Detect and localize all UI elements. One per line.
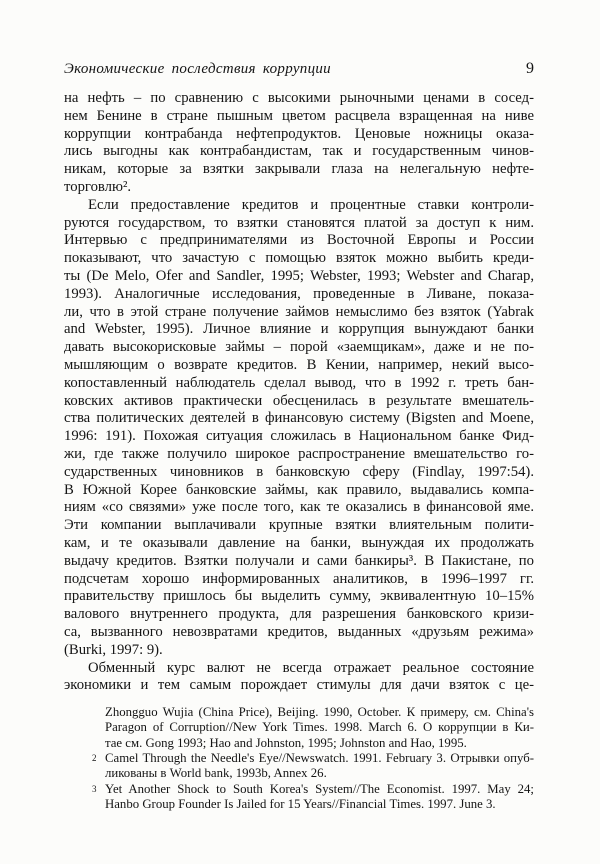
- text-line: сударственных чиновников в банковскую сферу (Findlay, 1997:54).: [64, 463, 534, 480]
- text-line: копоставленный наблюдатель сделал вывод, что в 1992 г. треть бан-: [64, 374, 534, 391]
- text-line: показывают, что зачастую с помощью взяток можно выбить креди-: [64, 250, 534, 267]
- text-line: ты (De Melo, Ofer and Sandler, 1995; Webster, 1993; Webster and Charap,: [64, 267, 534, 284]
- text-line: кам, и те оказывали давление на банки, вынуждая их продолжать: [64, 534, 534, 551]
- text-line: подсчетам хорошо информированных аналитиков, в 1996–1997 гг.: [64, 570, 534, 587]
- footnote-line: ликованы в World bank, 1993b, Annex 26.: [105, 766, 327, 781]
- footnote-line: 2 Camel Through the Needle's Eye//Newswatch. 1991. February 3. Отрывки опуб-: [92, 750, 534, 765]
- text-line: ства политических деятелей в финансовую систему (Bigsten and Moene,: [64, 410, 534, 427]
- running-title: Экономические последствия коррупции: [64, 61, 331, 77]
- text-line: торговлю².: [64, 178, 132, 195]
- footnote-number: 3: [92, 783, 97, 794]
- text-line: коррупции контрабанда нефтепродуктов. Ценовые ножницы оказа-: [64, 125, 534, 142]
- paragraph: [64, 90, 534, 197]
- text-line: 1996: 191). Похожая ситуация сложилась в Национальном банке Фид-: [64, 428, 534, 445]
- footnote-line: Paragon of Corruption//New York Times. 1998. March 6. О коррупции в Ки-: [105, 720, 534, 735]
- footnote: [92, 750, 534, 782]
- text-line: ниям «со связями» уже после того, как те оказались в финансовой яме.: [64, 499, 534, 516]
- footnote: [105, 705, 534, 751]
- text-line: руются государством, то взятки становятся платой за доступ к ним.: [64, 214, 534, 231]
- footnote-line: тае см. Gong 1993; Hao and Johnston, 1995; Johnston and Hao, 1995.: [105, 735, 467, 750]
- text-line: нем Бенине в стране пышным цветом расцвела взращенная на ниве: [64, 107, 534, 124]
- text-line: ли, что в этой стране получение займов немыслимо без взяток (Yabrak: [64, 303, 534, 320]
- paragraph: [64, 197, 534, 660]
- footnote-line: Hanbo Group Founder Is Jailed for 15 Years//Financial Times. 1997. June 3.: [105, 796, 496, 811]
- text-line: Эти компании выплачивали крупные взятки влиятельным полити-: [64, 517, 534, 534]
- footnote: [92, 781, 534, 813]
- text-line: 1993). Аналогичные исследования, проведенные в Ливане, показа-: [64, 285, 534, 302]
- text-line: жи, где также получило широкое распространение вмешательство го-: [64, 445, 534, 462]
- footnote-line: 3 Yet Another Shock to South Korea's System//The Economist. 1997. May 24;: [92, 781, 534, 796]
- text-line: (Burki, 1997: 9).: [64, 641, 163, 658]
- page-number: 9: [526, 60, 534, 77]
- text-line: са, вызванного невозвратами кредитов, выданных «друзьям режима»: [64, 623, 534, 640]
- text-line: Обменный курс валют не всегда отражает реальное состояние: [88, 659, 534, 676]
- running-head: [64, 60, 534, 78]
- page-content: [64, 60, 534, 812]
- text-line: давать высокорисковые займы – порой «заемщикам», даже и не по-: [64, 339, 534, 356]
- text-line: никам, которые за взятки закрывали глаза на нелегальную нефте-: [64, 161, 534, 178]
- text-line: валового внутреннего продукта, для разрешения банковского кризи-: [64, 606, 534, 623]
- text-line: and Webster, 1995). Личное влияние и коррупция вынуждают банки: [64, 321, 534, 338]
- text-line: ковских активов практически обесценилась в результате вмешатель-: [64, 392, 534, 409]
- text-line: на нефть – по сравнению с высокими рыночными ценами в сосед-: [64, 90, 534, 106]
- text-line: лись выгодны как контрабандистам, так и государственным чинов-: [64, 143, 534, 160]
- footnote-number: 2: [92, 752, 97, 763]
- text-line: Если предоставление кредитов и процентные ставки контроли-: [88, 196, 534, 213]
- footnotes: [64, 705, 534, 812]
- text-line: выдачу кредитов. Взятки получали и сами банкиры³. В Пакистане, по: [64, 552, 534, 569]
- text-line: правительству пришлось бы выделить сумму, эквивалентную 10–15%: [64, 588, 534, 605]
- footnote-line: Zhongguo Wujia (China Price), Beijing. 1990, October. К примеру, см. China's: [105, 705, 534, 720]
- body-text: [64, 90, 534, 695]
- text-line: В Южной Корее банковские займы, как правило, выдавались компа-: [64, 481, 534, 498]
- paragraph: [64, 660, 534, 696]
- text-line: мышляющим о возврате кредитов. В Кении, например, некий высо-: [64, 356, 534, 373]
- text-line: Интервью с предпринимателями из Восточной Европы и России: [64, 232, 534, 249]
- text-line: экономики и тем самым порождает стимулы для дачи взяток с це-: [64, 677, 534, 694]
